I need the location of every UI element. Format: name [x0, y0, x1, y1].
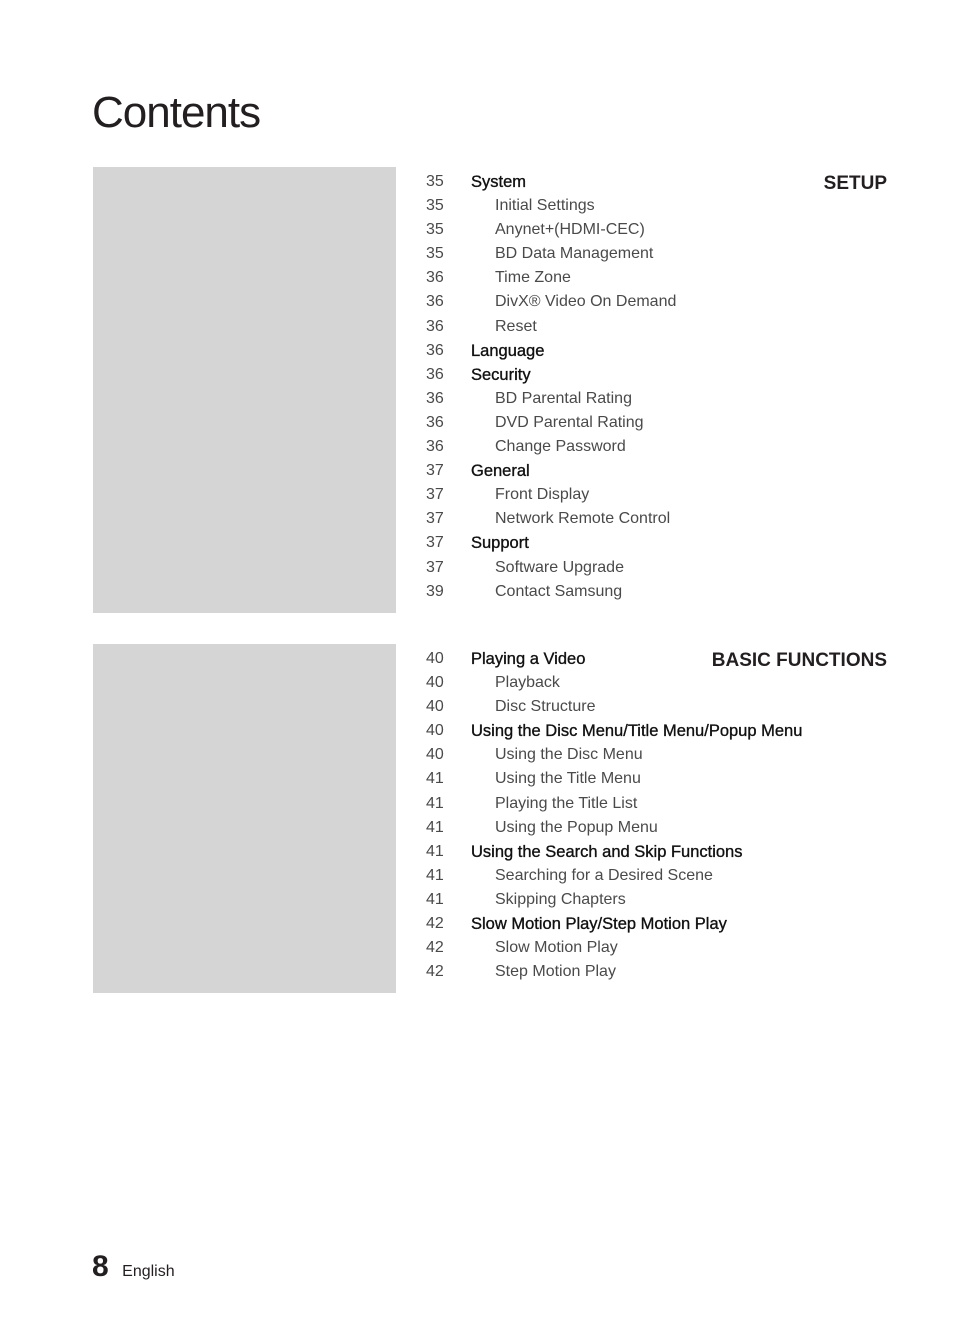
toc-subentry[interactable] [426, 695, 886, 719]
toc-entry-list [426, 647, 886, 984]
page-number: 8 [92, 1250, 109, 1283]
toc-entry-label: Support [471, 534, 529, 553]
toc-entry-label: Using the Title Menu [495, 770, 641, 788]
toc-subentry[interactable] [426, 266, 886, 290]
toc-entry[interactable] [426, 363, 886, 387]
toc-subentry[interactable] [426, 507, 886, 531]
toc-entry-label: Software Upgrade [495, 558, 624, 576]
toc-entry-label: Security [471, 365, 531, 384]
toc-page-number: 36 [426, 269, 444, 287]
toc-entry-label: Front Display [495, 486, 590, 504]
toc-page-number: 36 [426, 413, 444, 431]
toc-page-number: 42 [426, 915, 444, 933]
toc-subentry[interactable] [426, 888, 886, 912]
toc-entry-label: DivX® Video On Demand [495, 293, 677, 311]
toc-entry-label: Playback [495, 674, 560, 692]
toc-entry-label: System [471, 173, 527, 191]
toc-page-number: 36 [426, 341, 444, 359]
footer-language: English [122, 1263, 175, 1280]
toc-entry-label: Disc Structure [495, 698, 596, 716]
toc-entry[interactable] [426, 647, 886, 671]
toc-subentry[interactable] [426, 864, 886, 888]
toc-page-number: 35 [426, 197, 444, 215]
toc-entry-label: Slow Motion Play [495, 939, 618, 957]
toc-entry-label: Reset [495, 317, 537, 335]
toc-page-number: 40 [426, 722, 444, 740]
toc-page-number: 36 [426, 293, 444, 311]
toc-subentry[interactable] [426, 936, 886, 960]
section-title: SETUP [823, 173, 887, 194]
toc-page-number: 35 [426, 245, 444, 263]
toc-entry-label: Contact Samsung [495, 582, 623, 600]
toc-entry-label: Time Zone [495, 269, 571, 287]
toc-subentry[interactable] [426, 792, 886, 816]
toc-page-number: 37 [426, 534, 444, 552]
section-title: BASIC FUNCTIONS [711, 650, 887, 671]
toc-subentry[interactable] [426, 671, 886, 695]
toc-subentry[interactable] [426, 767, 886, 791]
toc-entry-label: Playing the Title List [495, 794, 638, 812]
toc-subentry[interactable] [426, 960, 886, 984]
toc-page-number: 41 [426, 770, 444, 788]
toc-subentry[interactable] [426, 435, 886, 459]
toc-page-number: 40 [426, 698, 444, 716]
toc-page-number: 36 [426, 317, 444, 335]
toc-entry-label: Using the Search and Skip Functions [471, 842, 743, 861]
toc-page-number: 36 [426, 438, 444, 456]
toc-entry[interactable] [426, 912, 886, 936]
toc-page-number: 41 [426, 818, 444, 836]
toc-page-number: 36 [426, 365, 444, 383]
toc-page-number: 37 [426, 462, 444, 480]
toc-page-number: 42 [426, 963, 444, 981]
toc-entry-label: BD Parental Rating [495, 389, 632, 407]
section-header-panel [93, 644, 396, 993]
toc-entry-label: DVD Parental Rating [495, 413, 644, 431]
toc-entry-label: Language [471, 341, 545, 360]
toc-entry-label: Using the Disc Menu/Title Menu/Popup Menu [471, 722, 803, 741]
toc-page-number: 42 [426, 939, 444, 957]
toc-entry[interactable] [426, 339, 886, 363]
toc-entry-label: Playing a Video [471, 650, 586, 668]
toc-entry[interactable] [426, 170, 886, 194]
toc-subentry[interactable] [426, 290, 886, 314]
toc-page-number: 41 [426, 890, 444, 908]
toc-page-number: 37 [426, 510, 444, 528]
toc-entry-label: Slow Motion Play/Step Motion Play [471, 915, 727, 934]
toc-subentry[interactable] [426, 411, 886, 435]
toc-subentry[interactable] [426, 218, 886, 242]
toc-entry-label: Network Remote Control [495, 510, 671, 528]
toc-page-number: 35 [426, 221, 444, 239]
toc-page-number: 37 [426, 558, 444, 576]
toc-entry-label: General [471, 462, 530, 481]
toc-page-number: 36 [426, 389, 444, 407]
toc-page-number: 40 [426, 650, 444, 667]
toc-page-number: 41 [426, 866, 444, 884]
toc-subentry[interactable] [426, 816, 886, 840]
toc-entry-label: Skipping Chapters [495, 890, 626, 908]
section-header-panel [93, 167, 396, 613]
toc-entry-label: Initial Settings [495, 197, 595, 215]
toc-page-number: 41 [426, 842, 444, 860]
toc-page-number: 41 [426, 794, 444, 812]
page-title: Contents [92, 88, 261, 137]
toc-entry[interactable] [426, 459, 886, 483]
toc-entry-label: Anynet+(HDMI-CEC) [495, 221, 645, 239]
toc-subentry[interactable] [426, 556, 886, 580]
toc-subentry[interactable] [426, 242, 886, 266]
toc-page-number: 39 [426, 582, 444, 600]
toc-entry-label: Using the Disc Menu [495, 746, 643, 764]
toc-subentry[interactable] [426, 194, 886, 218]
toc-entry-list [426, 170, 886, 604]
toc-entry[interactable] [426, 531, 886, 555]
toc-entry-label: Change Password [495, 438, 626, 456]
toc-entry[interactable] [426, 840, 886, 864]
toc-subentry[interactable] [426, 580, 886, 604]
toc-entry-label: Using the Popup Menu [495, 818, 658, 836]
toc-page-number: 37 [426, 486, 444, 504]
toc-page-number: 40 [426, 746, 444, 764]
toc-subentry[interactable] [426, 743, 886, 767]
toc-page-number: 40 [426, 674, 444, 692]
toc-subentry[interactable] [426, 315, 886, 339]
toc-entry[interactable] [426, 719, 886, 743]
toc-page-number: 35 [426, 173, 444, 190]
toc-subentry[interactable] [426, 387, 886, 411]
toc-entry-label: Searching for a Desired Scene [495, 866, 713, 884]
toc-subentry[interactable] [426, 483, 886, 507]
toc-entry-label: Step Motion Play [495, 963, 616, 981]
page-footer [92, 1250, 175, 1284]
toc-entry-label: BD Data Management [495, 245, 654, 263]
